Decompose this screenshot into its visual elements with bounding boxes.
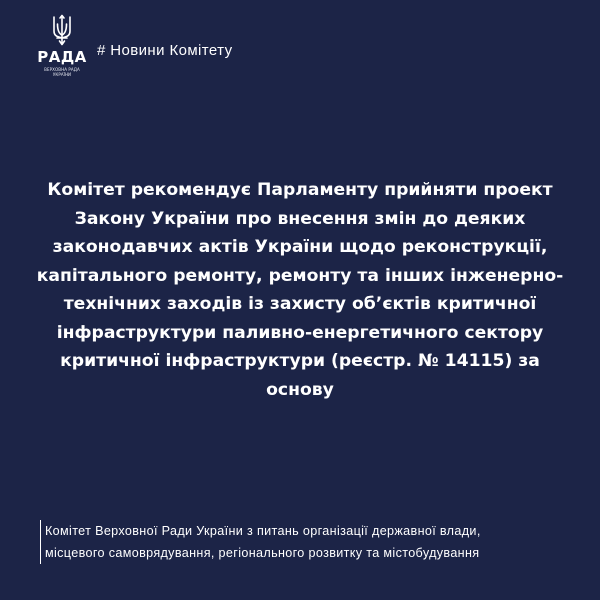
committee-footer [40, 520, 585, 564]
trident-icon [51, 14, 73, 46]
logo-subtitle-line1: ВЕРХОВНА РАДА [44, 67, 80, 72]
committee-footer-line1: Комітет Верховної Ради України з питань організації державної влади, [45, 524, 481, 538]
section-hashtag: # Новини Комітету [97, 42, 233, 59]
logo-wordmark: РАДА [37, 48, 87, 66]
verkhovna-rada-logo [37, 14, 87, 77]
logo-subtitle [42, 67, 82, 77]
logo-subtitle-line2: УКРАЇНИ [52, 72, 72, 77]
committee-footer-line2: місцевого самоврядування, регіонального розвитку та містобудування [45, 546, 480, 560]
news-headline: Комітет рекомендує Парламенту прийняти проект Закону України про внесення змін до деяких законодавчих актів України щодо реконструкції, капітального ремонту, ремонту та інших інженерно-технічних заходів із захисту об’єктів критичної інфраструктури паливно-енергетичного сектору критичної інфраструктури (реєстр. № 14115) за основу [36, 180, 564, 400]
